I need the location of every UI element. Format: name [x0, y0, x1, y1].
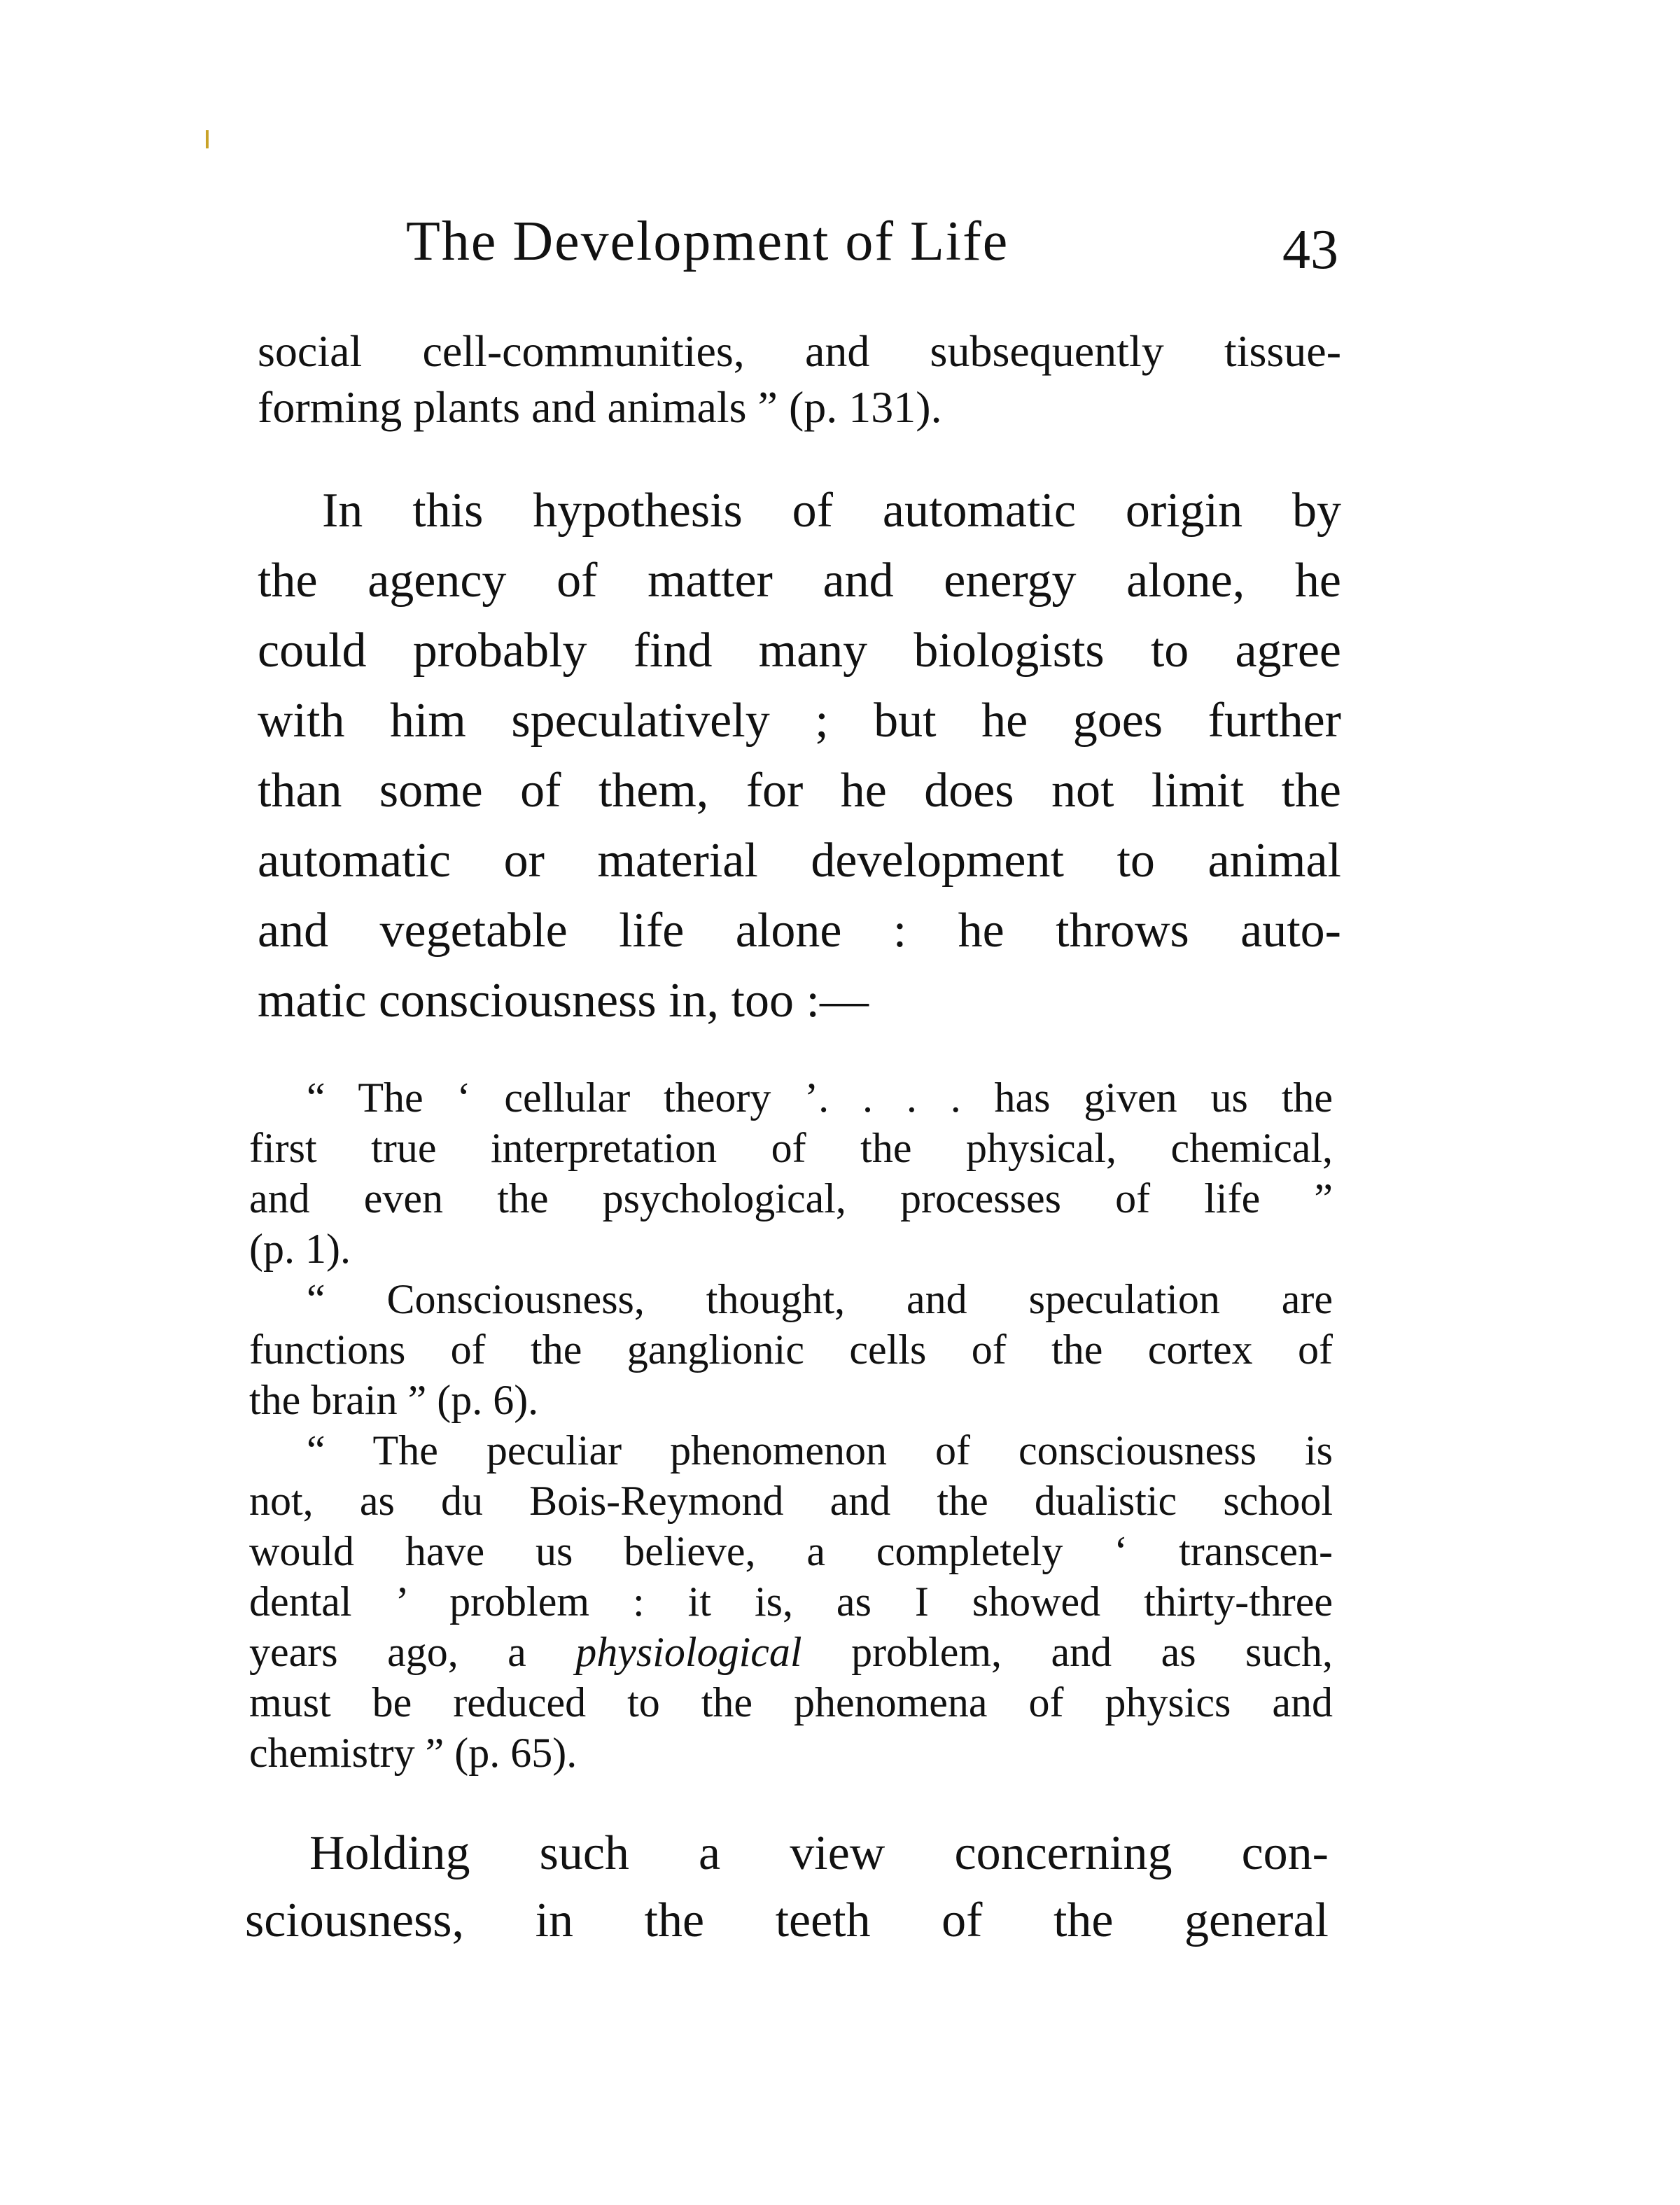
- text-line: forming plants and animals ” (p. 131).: [258, 382, 942, 432]
- quote-line: “ The ‘ cellular theory ’. . . . has given us the: [307, 1074, 1333, 1121]
- page-number: 43: [1282, 219, 1338, 281]
- quote-line: first true interpretation of the physical, chemical,: [249, 1125, 1333, 1171]
- quote-line: dental ’ problem : it is, as I showed thirty-three: [249, 1578, 1333, 1625]
- quote-text-segment: years ago, a: [249, 1629, 526, 1675]
- quote-line: the brain ” (p. 6).: [249, 1377, 539, 1423]
- block-quotations: [249, 1072, 1333, 1778]
- text-line: than some of them, for he does not limit the: [258, 764, 1341, 818]
- paragraph-hypothesis: [258, 476, 1341, 1036]
- paragraph-continuation: [258, 323, 1341, 435]
- quote-line: “ Consciousness, thought, and speculation are: [307, 1276, 1333, 1322]
- quote-line: (p. 1).: [249, 1226, 351, 1272]
- italic-term: physiological: [575, 1629, 802, 1675]
- text-line: could probably find many biologists to agree: [258, 624, 1341, 678]
- margin-speck: [206, 130, 209, 148]
- running-title: The Development of Life: [406, 211, 1009, 272]
- quote-line: functions of the ganglionic cells of the cortex of: [249, 1326, 1333, 1373]
- text-line: Holding such a view concerning con-: [309, 1826, 1329, 1880]
- text-line: automatic or material development to animal: [258, 834, 1341, 888]
- running-head: [406, 203, 1344, 280]
- text-line: sciousness, in the teeth of the general: [245, 1893, 1329, 1947]
- quote-line-with-italic: [249, 1627, 1333, 1677]
- text-line: social cell-communities, and subsequently tissue-: [258, 326, 1341, 376]
- text-line: and vegetable life alone : he throws auto-: [258, 904, 1341, 958]
- text-line: with him speculatively ; but he goes further: [258, 694, 1341, 748]
- quote-line: chemistry ” (p. 65).: [249, 1730, 578, 1776]
- text-line: the agency of matter and energy alone, he: [258, 554, 1341, 608]
- quote-line: would have us believe, a completely ‘ transcen-: [249, 1528, 1333, 1574]
- paragraph-holding: [245, 1820, 1329, 1954]
- text-line: matic consciousness in, too :—: [258, 974, 869, 1028]
- quote-text-segment: problem, and as such,: [851, 1629, 1334, 1675]
- quote-line: and even the psychological, processes of life ”: [249, 1175, 1333, 1222]
- text-line: In this hypothesis of automatic origin by: [322, 484, 1341, 538]
- quote-line: “ The peculiar phenomenon of consciousness is: [307, 1427, 1333, 1474]
- quote-line: not, as du Bois-Reymond and the dualistic school: [249, 1478, 1333, 1524]
- quote-line: must be reduced to the phenomena of physics and: [249, 1679, 1333, 1726]
